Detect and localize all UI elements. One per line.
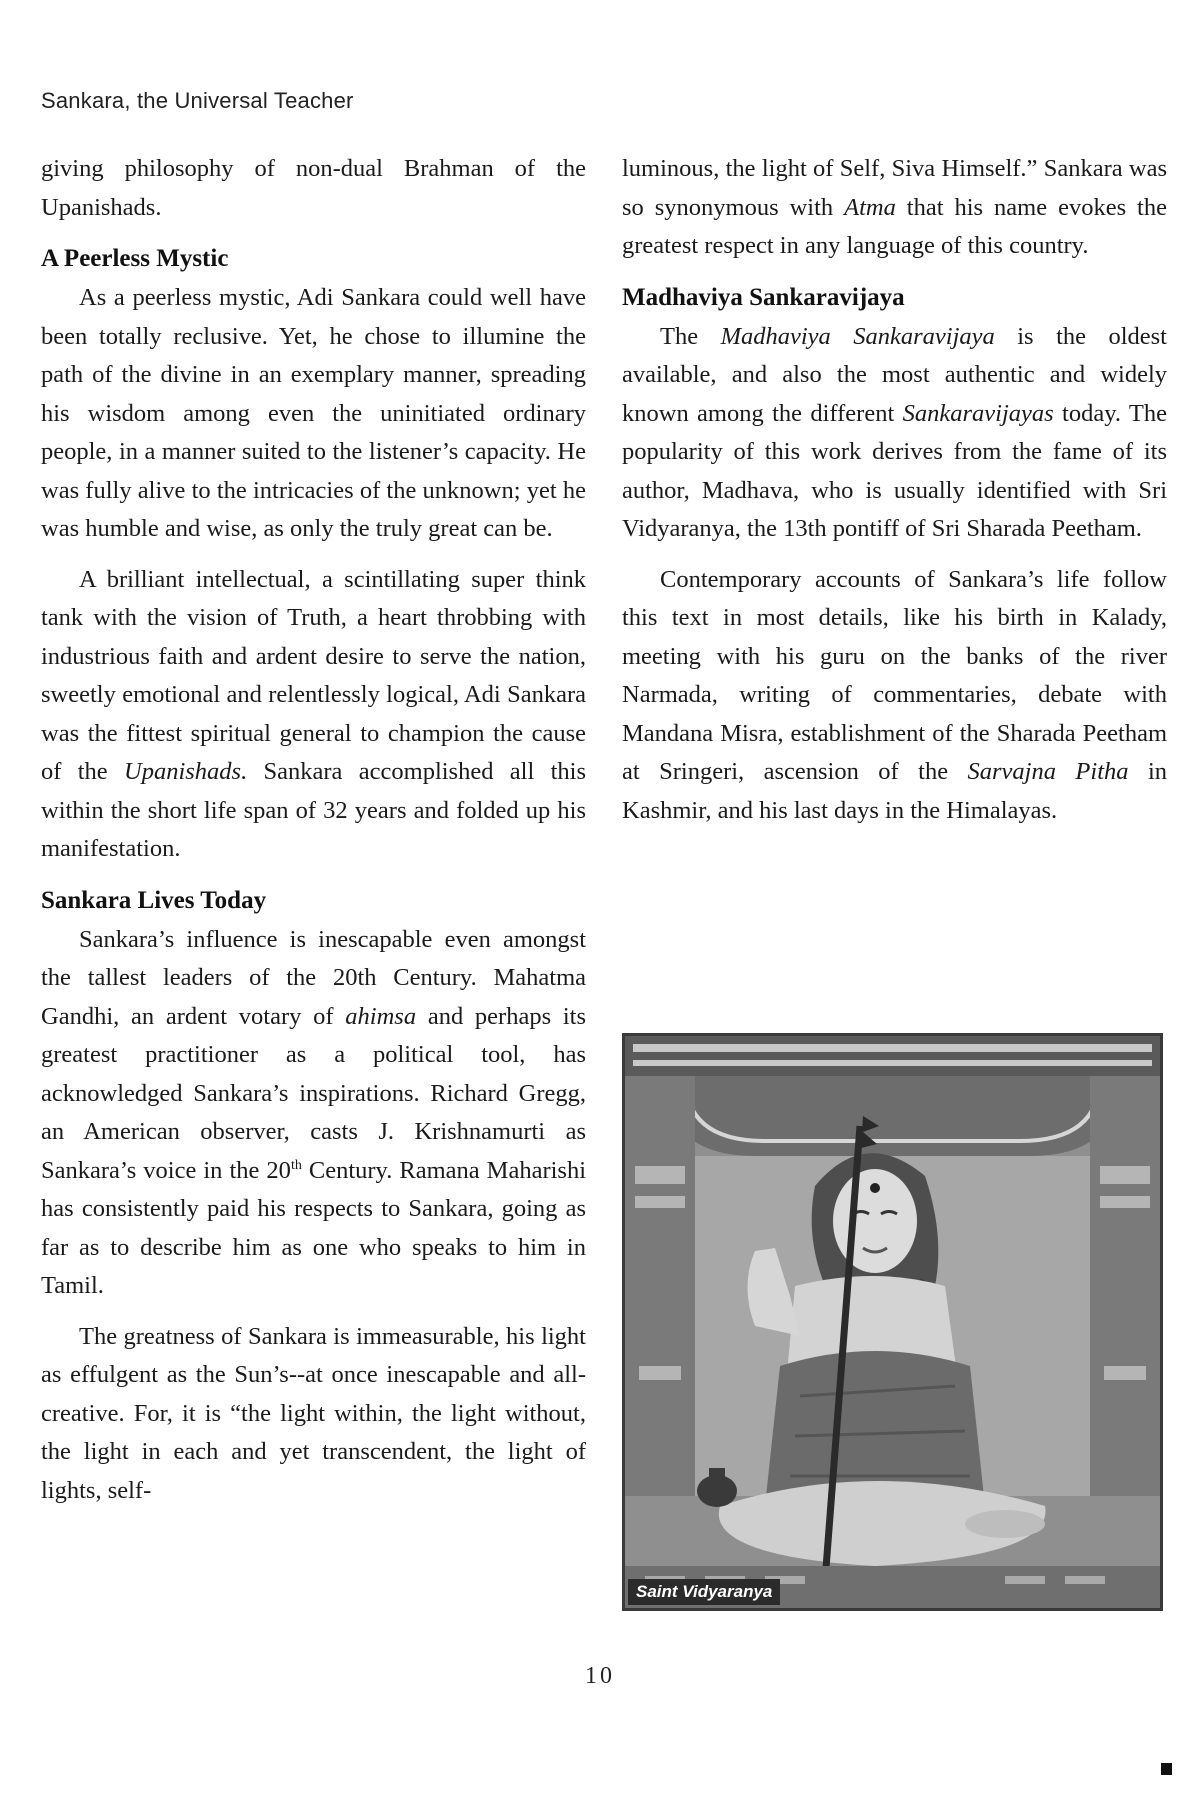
paragraph-intellectual: A brilliant intellectual, a scintillating super think tank with the vision of Truth, a heart throbbing with industrious faith and ardent desire to serve the nation, sweetly emotional and relentlessly logical, Adi Sankara was the fittest spiritual general to champion the cause of the Upanishads. Sankara accomplished all this within the short life span of 32 years and folded up his manifestation. [41, 565, 587, 862]
paragraph-contemporary-accounts: Contemporary accounts of Sankara’s life follow this text in most details, like his birth in Kalady, meeting with his guru on the banks of the river Narmada, writing of commentaries, debate with Mandana Misra, establishment of the Sharada Peetham at Sringeri, ascension of the Sarvajna Pitha in Kashmir, and his last days in the Himalayas. [622, 565, 1167, 824]
paragraph-greatness: The greatness of Sankara is immeasurable, his light as effulgent as the Sun’s--at once inescapable and all-creative. For, it is “the light within, the light without, the light in each and yet transcendent, the light of lights, self- [41, 1322, 586, 1504]
paragraph-madhaviya: The Madhaviya Sankaravijaya is the oldest available, and also the most authentic and widely known among the different Sankaravijayas today. The popularity of this work derives from the fame of its author, Madhava, who is usually identified with Sri Vidyaranya, the 13th pontiff of Sri Sharada Peetham. [622, 322, 1167, 542]
paragraph-intro: giving philosophy of non-dual Brahman of the Upanishads. [41, 155, 586, 221]
paragraph-influence: Sankara’s influence is inescapable even amongst the tallest leaders of the 20th Century. Mahatma Gandhi, an ardent votary of ahimsa and perhaps its greatest practitioner as a political tool, has acknowledged Sankara’s inspirations. Richard Gregg, an American observer, casts J. Krishnamurti as Sankara’s voice in the 20th Century. Ramana Maharishi has consistently paid his respects to Sankara, going as far as to describe him as one who speaks to him in Tamil. [41, 925, 587, 1299]
heading-peerless-mystic: A Peerless Mystic [41, 245, 229, 272]
paragraph-continuation: luminous, the light of Self, Siva Himself.” Sankara was so synonymous with Atma that his name evokes the greatest respect in any language of this country. [622, 155, 1167, 259]
portrait-illustration [625, 1036, 1160, 1608]
right-column [622, 150, 1167, 842]
paragraph-mystic: As a peerless mystic, Adi Sankara could well have been totally reclusive. Yet, he chose to illumine the path of the divine in an exemplary manner, spreading his wisdom among even the uninitiated ordinary people, in a manner suited to the listener’s capacity. He was fully alive to the intricacies of the unknown; yet he was humble and wise, as only the truly great can be. [41, 284, 586, 542]
left-column [41, 150, 586, 1522]
corner-mark [1161, 1763, 1172, 1775]
running-head: Sankara, the Universal Teacher [41, 88, 354, 113]
heading-madhaviya-sankaravijaya: Madhaviya Sankaravijaya [622, 283, 905, 311]
heading-sankara-lives-today: Sankara Lives Today [41, 886, 267, 914]
figure-caption: Saint Vidyaranya [628, 1579, 780, 1605]
portrait-figure [622, 1033, 1163, 1611]
page-number: 10 [585, 1663, 615, 1689]
